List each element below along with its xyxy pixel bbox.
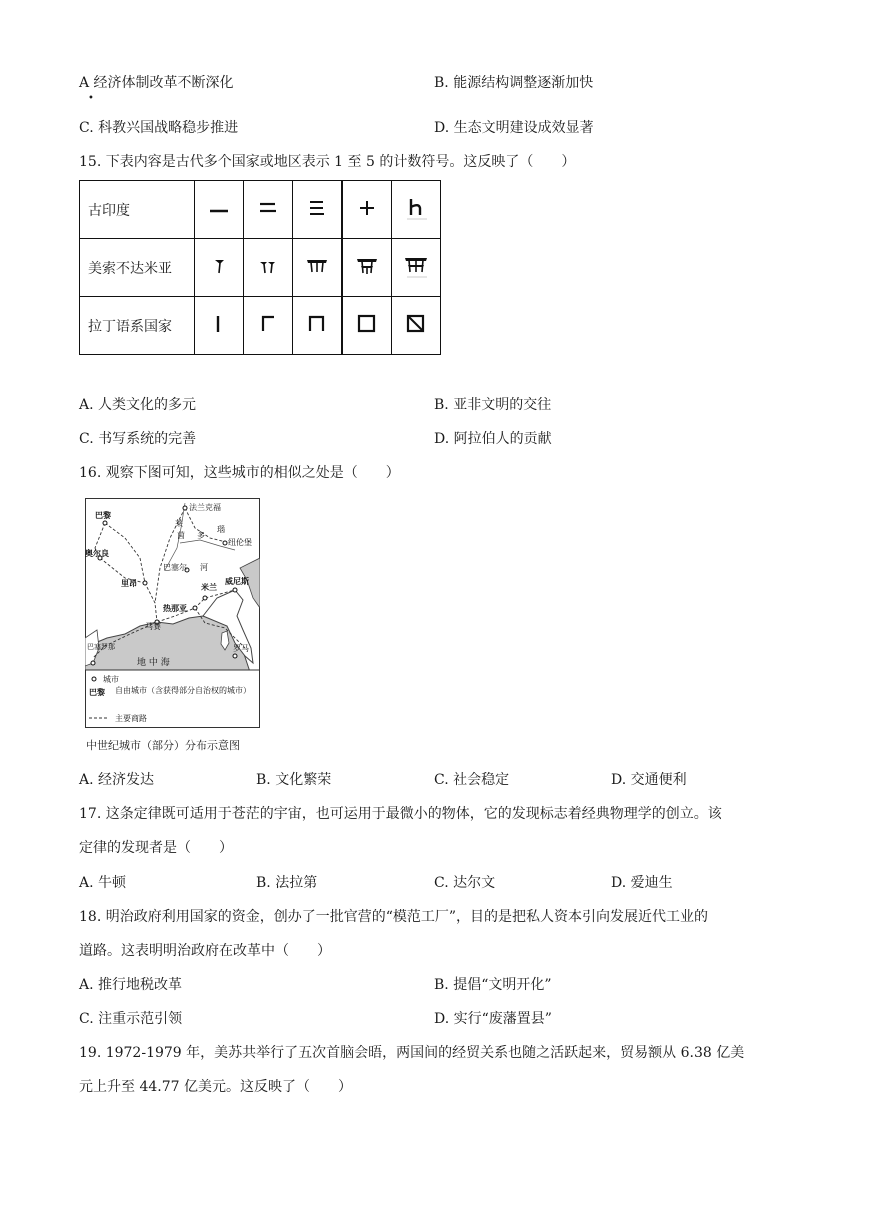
city-label: 里昂 <box>121 579 137 588</box>
city-label: 奥尔良 <box>85 549 109 558</box>
city-label: 纽伦堡 <box>228 538 252 547</box>
india-one-glyph <box>204 193 234 223</box>
q14-option-c: C. 科教兴国战略稳步推进 <box>79 120 239 136</box>
city-label: 巴塞尔 <box>163 563 187 572</box>
q16-option-a: A. 经济发达 <box>79 772 155 788</box>
glyph-cell <box>392 181 441 239</box>
legend-city: 城市 <box>103 675 119 684</box>
glyph-cell <box>392 297 441 355</box>
q17-option-c: C. 达尔文 <box>434 875 496 891</box>
glyph-cell <box>195 297 244 355</box>
city-label: 法兰克福 <box>189 503 221 512</box>
q18-stem-line1: 18. 明治政府利用国家的资金，创办了一批官营的“模范工厂”，目的是把私人资本引向发展近代工业的 <box>79 909 709 925</box>
cuneiform-two-glyph <box>253 251 283 281</box>
table-row <box>80 181 441 239</box>
city-label: 罗马 <box>233 644 249 653</box>
city-label: 米兰 <box>201 583 217 592</box>
latin-five-glyph <box>401 309 431 339</box>
q15-stem: 15. 下表内容是古代多个国家或地区表示 1 至 5 的计数符号。这反映了（ ） <box>79 154 576 170</box>
region-label: 多 <box>197 531 205 540</box>
region-label: 茵 <box>177 531 185 540</box>
q17-option-d: D. 爱迪生 <box>611 875 673 891</box>
q18-stem-line2: 道路。这表明明治政府在改革中（ ） <box>79 943 331 959</box>
q17-stem-line2: 定律的发现者是（ ） <box>79 840 233 856</box>
latin-one-glyph <box>204 309 234 339</box>
q18-option-c: C. 注重示范引领 <box>79 1011 183 1027</box>
glyph-cell <box>244 297 293 355</box>
q19-stem-line2: 元上升至 44.77 亿美元。这反映了（ ） <box>79 1079 352 1095</box>
q15-option-a: A. 人类文化的多元 <box>79 397 197 413</box>
table-row <box>80 239 441 297</box>
q18-option-d: D. 实行“废藩置县” <box>434 1011 552 1027</box>
q15-option-c: C. 书写系统的完善 <box>79 431 197 447</box>
glyph-cell <box>244 181 293 239</box>
q16-option-c: C. 社会稳定 <box>434 772 510 788</box>
q15-option-d: D. 阿拉伯人的贡献 <box>434 431 552 447</box>
q17-stem-line1: 17. 这条定律既可适用于苍茫的宇宙，也可运用于最微小的物体，它的发现标志着经典物理学的创立。该 <box>79 806 722 822</box>
q17-option-a: A. 牛顿 <box>79 875 127 891</box>
city-label: 热那亚 <box>163 604 187 613</box>
city-label: 巴黎 <box>95 511 111 520</box>
q16-option-b: B. 文化繁荣 <box>256 772 332 788</box>
latin-two-glyph <box>253 309 283 339</box>
region-label: 河 <box>200 563 208 572</box>
india-four-glyph <box>352 193 382 223</box>
india-five-glyph <box>401 193 431 223</box>
glyph-cell <box>342 239 392 297</box>
row-label-mesopotamia: 美索不达米亚 <box>80 239 195 297</box>
map-caption: 中世纪城市（部分）分布示意图 <box>86 739 240 752</box>
q16-stem: 16. 观察下图可知，这些城市的相似之处是（ ） <box>79 465 400 481</box>
q15-counting-table <box>79 180 441 355</box>
q14-option-b: B. 能源结构调整逐渐加快 <box>434 75 594 91</box>
glyph-cell <box>342 297 392 355</box>
legend-free-city-sample: 巴黎 <box>89 688 105 697</box>
stray-dot: • <box>88 93 94 104</box>
row-label-latin: 拉丁语系国家 <box>80 297 195 355</box>
q14-option-d: D. 生态文明建设成效显著 <box>434 120 594 136</box>
table-row <box>80 297 441 355</box>
glyph-cell <box>195 181 244 239</box>
cuneiform-four-glyph <box>352 251 382 281</box>
city-label: 巴塞罗那 <box>87 643 115 651</box>
glyph-cell <box>293 181 343 239</box>
legend-free-city: 自由城市（含获得部分自治权的城市） <box>115 686 251 695</box>
q19-stem-line1: 19. 1972-1979 年，美苏共举行了五次首脑会晤，两国间的经贸关系也随之活跃起来，贸易额从 6.38 亿美 <box>79 1045 745 1061</box>
glyph-cell <box>293 297 343 355</box>
medieval-city-map <box>85 498 260 728</box>
india-two-glyph <box>253 193 283 223</box>
sea-label: 地 中 海 <box>137 658 170 668</box>
city-label: 马赛 <box>145 622 161 631</box>
glyph-cell <box>293 239 343 297</box>
q14-option-a: A 经济体制改革不断深化 <box>79 75 234 91</box>
q17-option-b: B. 法拉第 <box>256 875 318 891</box>
glyph-cell <box>392 239 441 297</box>
q16-option-d: D. 交通便利 <box>611 772 687 788</box>
india-three-glyph <box>302 193 332 223</box>
cuneiform-five-glyph <box>401 251 431 281</box>
city-label: 威尼斯 <box>225 577 249 586</box>
glyph-cell <box>244 239 293 297</box>
q18-option-a: A. 推行地税改革 <box>79 977 183 993</box>
region-label: 莱 <box>175 519 183 528</box>
row-label-india: 古印度 <box>80 181 195 239</box>
cuneiform-three-glyph <box>302 251 332 281</box>
q15-option-b: B. 亚非文明的交往 <box>434 397 552 413</box>
latin-four-glyph <box>352 309 382 339</box>
cuneiform-one-glyph <box>204 251 234 281</box>
latin-three-glyph <box>302 309 332 339</box>
q18-option-b: B. 提倡“文明开化” <box>434 977 552 993</box>
region-label: 瑙 <box>217 525 225 534</box>
legend-route: 主要商路 <box>115 714 147 723</box>
glyph-cell <box>195 239 244 297</box>
glyph-cell <box>342 181 392 239</box>
